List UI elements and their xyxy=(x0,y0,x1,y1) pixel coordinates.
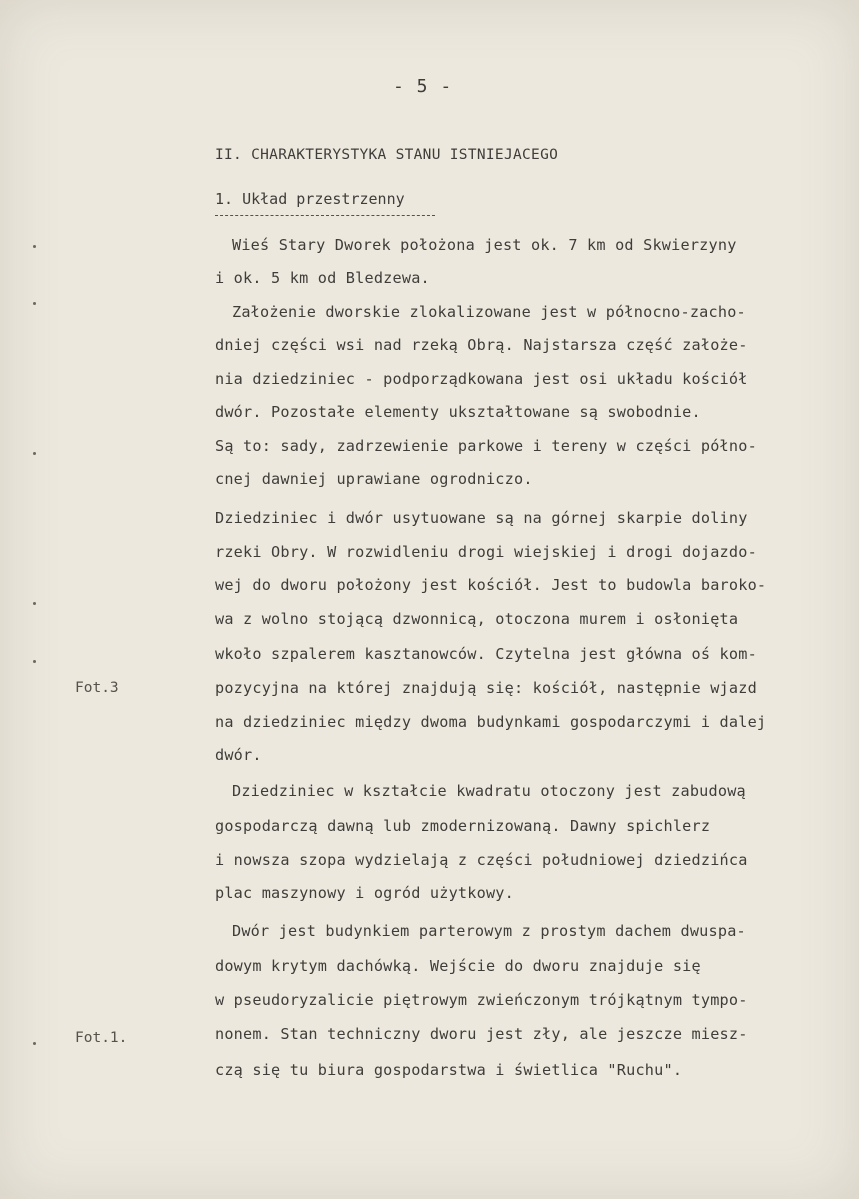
text-line: pozycyjna na której znajdują się: kościół, następnie wjazd xyxy=(215,679,757,697)
text-line: wa z wolno stojącą dzwonnicą, otoczona murem i osłonięta xyxy=(215,610,739,628)
text-line: rzeki Obry. W rozwidleniu drogi wiejskiej i drogi dojazdo- xyxy=(215,543,757,561)
text-line: cnej dawniej uprawiane ogrodniczo. xyxy=(215,470,533,488)
text-line: dniej części wsi nad rzeką Obrą. Najstarsza część założe- xyxy=(215,336,748,354)
text-line: dowym krytym dachówką. Wejście do dworu znajduje się xyxy=(215,957,701,975)
punch-mark xyxy=(33,602,36,605)
text-line: wkoło szpalerem kasztanowców. Czytelna jest główna oś kom- xyxy=(215,645,757,663)
text-line: Dwór jest budynkiem parterowym z prostym dachem dwuspa- xyxy=(232,922,746,940)
text-line: gospodarczą dawną lub zmodernizowaną. Dawny spichlerz xyxy=(215,817,711,835)
text-line: dwór. Pozostałe elementy ukształtowane są swobodnie. xyxy=(215,403,701,421)
text-line: Są to: sady, zadrzewienie parkowe i tereny w części półno- xyxy=(215,437,757,455)
text-line: Dziedziniec i dwór usytuowane są na górnej skarpie doliny xyxy=(215,509,748,527)
text-line: plac maszynowy i ogród użytkowy. xyxy=(215,884,514,902)
punch-mark xyxy=(33,1042,36,1045)
text-line: w pseudoryzalicie piętrowym zwieńczonym trójkątnym tympo- xyxy=(215,991,748,1009)
punch-mark xyxy=(33,452,36,455)
text-line: nia dziedziniec - podporządkowana jest osi układu kościół xyxy=(215,370,748,388)
text-line: i ok. 5 km od Bledzewa. xyxy=(215,269,430,287)
text-line: czą się tu biura gospodarstwa i świetlica "Ruchu". xyxy=(215,1061,683,1079)
text-line: wej do dworu położony jest kościół. Jest to budowla baroko- xyxy=(215,576,767,594)
page-number: - 5 - xyxy=(393,76,453,97)
subsection-title: 1. Układ przestrzenny xyxy=(215,190,405,208)
text-line: Założenie dworskie zlokalizowane jest w północno-zacho- xyxy=(232,303,746,321)
text-line: Dziedziniec w kształcie kwadratu otoczony jest zabudową xyxy=(232,782,746,800)
margin-note-photo-ref: Fot.1. xyxy=(75,1030,128,1046)
punch-mark xyxy=(33,302,36,305)
text-line: i nowsza szopa wydzielają z części południowej dziedzińca xyxy=(215,851,748,869)
margin-note-photo-ref: Fot.3 xyxy=(75,680,119,696)
punch-mark xyxy=(33,245,36,248)
punch-mark xyxy=(33,660,36,663)
text-line: na dziedziniec między dwoma budynkami gospodarczymi i dalej xyxy=(215,713,767,731)
text-line: nonem. Stan techniczny dworu jest zły, ale jeszcze miesz- xyxy=(215,1025,748,1043)
text-line: Wieś Stary Dworek położona jest ok. 7 km od Skwierzyny xyxy=(232,236,737,254)
subsection-underline xyxy=(215,215,435,216)
text-line: dwór. xyxy=(215,746,262,764)
section-title: II. CHARAKTERYSTYKA STANU ISTNIEJACEGO xyxy=(215,147,559,163)
